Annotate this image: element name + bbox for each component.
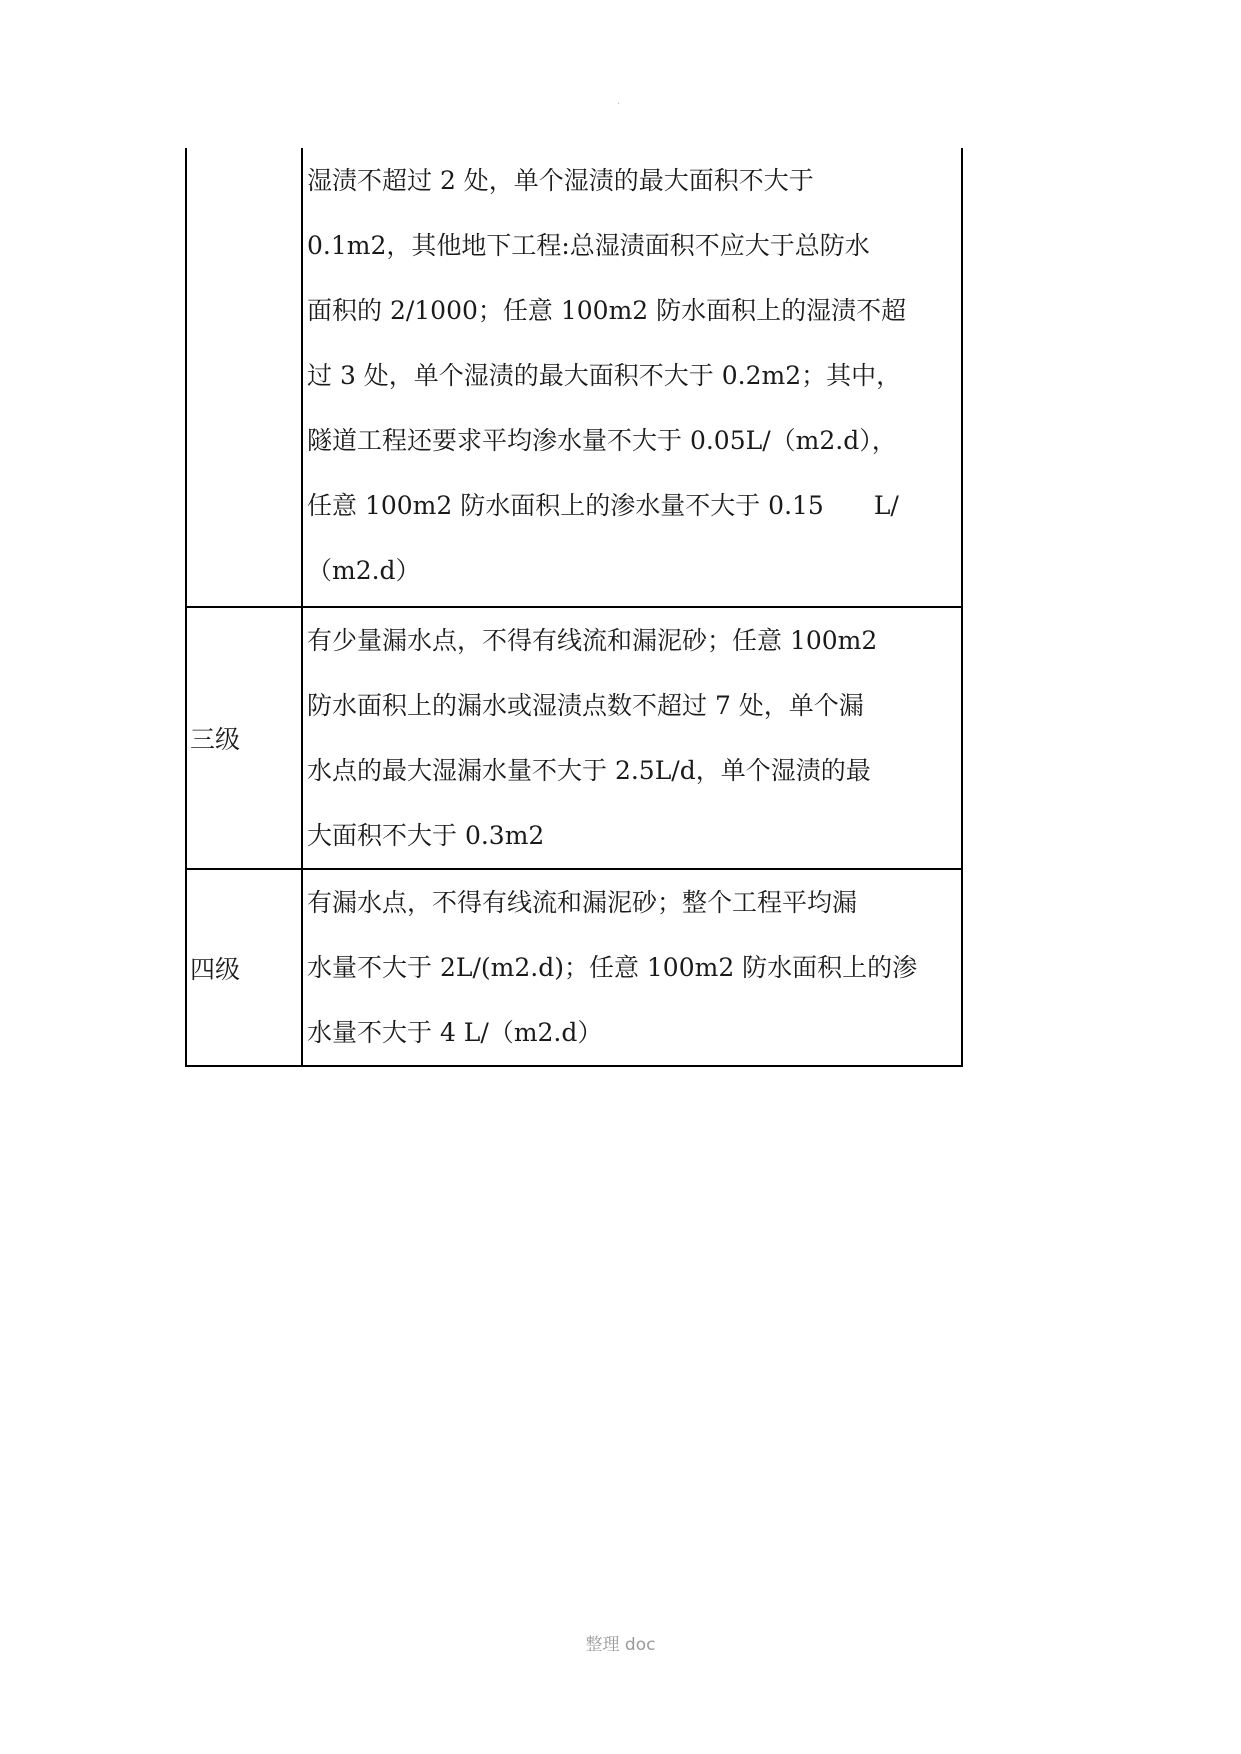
description-line: 隧道工程还要求平均渗水量不大于 0.05L/（m2.d），: [307, 426, 897, 455]
description-line: （m2.d）: [307, 556, 421, 585]
table-row: [185, 608, 963, 870]
description-line: 0.1m2，其他地下工程:总湿渍面积不应大于总防水: [307, 231, 870, 260]
description-line: 面积的 2/1000；任意 100m2 防水面积上的湿渍不超: [307, 296, 907, 325]
description-line: 过 3 处，单个湿渍的最大面积不大于 0.2m2；其中，: [307, 361, 902, 390]
waterproof-grade-table: [185, 148, 963, 1067]
description-line: 防水面积上的漏水或湿渍点数不超过 7 处，单个漏: [307, 691, 864, 720]
description-line: 水量不大于 4 L/（m2.d）: [307, 1018, 603, 1047]
table-row: [185, 148, 963, 608]
description-line: 湿渍不超过 2 处，单个湿渍的最大面积不大于: [307, 166, 814, 195]
description-line: 水量不大于 2L/(m2.d)；任意 100m2 防水面积上的渗: [307, 953, 918, 982]
description-cell: [303, 870, 961, 1065]
header-mark: .: [617, 96, 621, 107]
description-line: 任意 100m2 防水面积上的渗水量不大于 0.15 L/: [307, 491, 899, 520]
description-line: 有少量漏水点，不得有线流和漏泥砂；任意 100m2: [307, 626, 878, 655]
table-row: [185, 870, 963, 1067]
description-line: 有漏水点，不得有线流和漏泥砂；整个工程平均漏: [307, 888, 858, 917]
level-cell: 三级: [187, 608, 303, 868]
level-cell: [187, 148, 303, 606]
page-footer: 整理 doc: [585, 1635, 656, 1655]
description-line: 水点的最大湿漏水量不大于 2.5L/d，单个湿渍的最: [307, 756, 871, 785]
description-line: 大面积不大于 0.3m2: [307, 821, 545, 850]
description-cell: [303, 608, 961, 868]
description-cell: [303, 148, 961, 606]
level-cell: 四级: [187, 870, 303, 1065]
